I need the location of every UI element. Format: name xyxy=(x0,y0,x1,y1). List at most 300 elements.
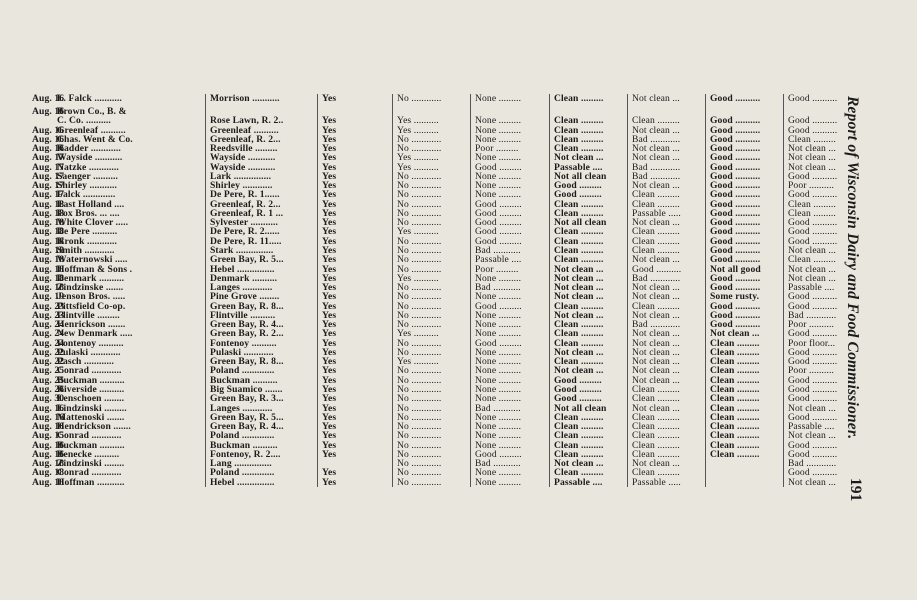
creamery-name-cell: Buckman .......... xyxy=(55,441,206,450)
column-2-cell: No ............ xyxy=(393,404,471,413)
page-number: 191 xyxy=(847,478,864,502)
column-4-cell: Not all clean xyxy=(550,172,628,181)
column-4-cell: Clean ......... xyxy=(550,209,628,218)
column-6-cell: Not all good xyxy=(706,265,784,274)
column-3-cell: Bad ........... xyxy=(471,404,550,413)
column-3-cell: None ......... xyxy=(471,292,550,301)
creamery-name-cell: Conrad ............ xyxy=(55,431,206,440)
location-cell: Big Suamico ....... xyxy=(206,385,318,394)
creamery-name-cell: Benecke .......... xyxy=(55,450,206,459)
creamery-name-cell: Jenson Bros. ..... xyxy=(55,292,206,301)
column-7-cell: Good .......... xyxy=(788,170,838,182)
creamery-name-cell: Saenger .......... xyxy=(55,172,206,181)
column-6-cell: Good .......... xyxy=(706,227,784,236)
column-2-cell: No ............ xyxy=(393,265,471,274)
column-3-cell: None ......... xyxy=(471,468,550,477)
column-1-cell: Yes xyxy=(318,413,393,422)
column-7-cell: Good .......... xyxy=(788,448,838,460)
column-4-cell: Not clean ... xyxy=(550,311,628,320)
column-4-cell: Not clean ... xyxy=(550,292,628,301)
column-4-cell: Clean ......... xyxy=(550,468,628,477)
column-7-cell: Good .......... xyxy=(788,356,838,368)
column-5-cell: Not clean ... xyxy=(628,94,706,107)
column-1-cell: Yes xyxy=(318,366,393,375)
column-4-cell: Not clean ... xyxy=(550,274,628,283)
location-cell: De Pere, R. 11..... xyxy=(206,237,318,246)
column-2-cell: No ............ xyxy=(393,292,471,301)
column-1-cell: Yes xyxy=(318,190,393,199)
location-cell: Greenleaf .......... xyxy=(206,126,318,135)
column-5-cell: Not clean ... xyxy=(628,376,706,385)
column-6-cell: Clean ......... xyxy=(706,366,784,375)
column-1-cell: Yes xyxy=(318,265,393,274)
column-3-cell: Bad ........... xyxy=(471,246,550,255)
column-2-cell: No ............ xyxy=(393,376,471,385)
column-6-cell: Good .......... xyxy=(706,94,784,107)
column-4-cell: Good ......... xyxy=(550,190,628,199)
date-cell: Aug. 16 xyxy=(32,143,65,155)
column-3-cell: Poor ......... xyxy=(471,265,550,274)
column-7-cell: Poor .......... xyxy=(788,319,835,331)
column-4-cell: Clean ......... xyxy=(550,413,628,422)
column-6-cell: Clean ......... xyxy=(706,385,784,394)
column-2-cell: Yes .......... xyxy=(393,153,471,162)
creamery-name-cell: Brown Co., B. & xyxy=(55,107,206,116)
column-2-cell: No ............ xyxy=(393,209,471,218)
column-6-cell: Good .......... xyxy=(706,283,784,292)
column-6-cell: Good .......... xyxy=(706,274,784,283)
creamery-name-cell: Pulaski ............ xyxy=(55,348,206,357)
column-1-cell: Yes xyxy=(318,153,393,162)
date-cell: Aug. 18 xyxy=(32,263,65,275)
column-1-cell: Yes xyxy=(318,320,393,329)
location-cell: Green Bay, R. 3... xyxy=(206,394,318,403)
column-4-cell: Good ......... xyxy=(550,181,628,190)
column-5-cell: Passable ..... xyxy=(628,478,706,487)
location-cell: Greenleaf, R. 1 ... xyxy=(206,209,318,218)
date-cell: Aug. 18 xyxy=(32,198,65,210)
location-cell: Shirley ............ xyxy=(206,181,318,190)
date-cell: Aug. 22 xyxy=(32,356,65,368)
column-6-cell: Good .......... xyxy=(706,246,784,255)
table-row xyxy=(32,450,862,459)
column-1-cell: Yes xyxy=(318,302,393,311)
column-6-cell: Good .......... xyxy=(706,144,784,153)
column-6-cell: Good .......... xyxy=(706,172,784,181)
column-7-cell: Not clean ... xyxy=(788,161,836,173)
column-5-cell: Clean ......... xyxy=(628,385,706,394)
creamery-name-cell: Natzke ............ xyxy=(55,163,206,172)
column-1-cell: Yes xyxy=(318,246,393,255)
creamery-name-cell: Radder ............ xyxy=(55,144,206,153)
date-cell: Aug. 25 xyxy=(32,365,65,377)
location-cell: Lang ............... xyxy=(206,459,318,468)
column-7-cell: Not clean ... xyxy=(788,152,836,164)
column-5-cell: Not clean ... xyxy=(628,339,706,348)
column-5-cell: Not clean ... xyxy=(628,311,706,320)
column-6-cell: Good .......... xyxy=(706,237,784,246)
date-cell: Aug. 17 xyxy=(32,170,65,182)
column-1-cell: Yes xyxy=(318,94,393,107)
column-2-cell: No ............ xyxy=(393,200,471,209)
location-cell: Hebel ............... xyxy=(206,265,318,274)
column-6-cell: Clean ......... xyxy=(706,348,784,357)
column-6-cell: Clean ......... xyxy=(706,431,784,440)
creamery-name-cell: Hoffman ........... xyxy=(55,478,206,487)
column-1-cell: Yes xyxy=(318,116,393,125)
column-3-cell: None ......... xyxy=(471,181,550,190)
column-5-cell: Clean ......... xyxy=(628,237,706,246)
column-3-cell: None ......... xyxy=(471,94,550,107)
column-4-cell: Not all clean xyxy=(550,218,628,227)
column-4-cell: Good ......... xyxy=(550,385,628,394)
location-cell: Poland ............. xyxy=(206,431,318,440)
date-cell: Aug. 18 xyxy=(32,226,65,238)
column-5-cell: Clean ......... xyxy=(628,227,706,236)
column-3-cell: Good ......... xyxy=(471,209,550,218)
column-2-cell: No ............ xyxy=(393,190,471,199)
location-cell: Fontenoy .......... xyxy=(206,339,318,348)
column-5-cell: Bad ............ xyxy=(628,163,706,172)
column-2-cell: No ............ xyxy=(393,181,471,190)
column-3-cell: None ......... xyxy=(471,311,550,320)
column-7-cell: Good .......... xyxy=(788,115,838,127)
column-7-cell: Good .......... xyxy=(788,189,838,201)
column-6-cell: Not clean ... xyxy=(706,329,784,338)
column-1-cell: Yes xyxy=(318,227,393,236)
creamery-name-cell: Greenleaf .......... xyxy=(55,126,206,135)
column-3-cell: None ......... xyxy=(471,116,550,125)
column-7-cell: Not clean ... xyxy=(788,430,836,442)
column-7-cell: Not clean ... xyxy=(788,272,836,284)
column-4-cell: Clean ......... xyxy=(550,339,628,348)
column-4-cell: Clean ......... xyxy=(550,227,628,236)
creamery-name-cell: East Holland .... xyxy=(55,200,206,209)
column-7-cell: Clean ......... xyxy=(788,207,836,219)
column-3-cell: None ......... xyxy=(471,394,550,403)
creamery-name-cell: Waternowski ..... xyxy=(55,255,206,264)
column-5-cell: Clean ......... xyxy=(628,394,706,403)
column-3-cell: Good ......... xyxy=(471,163,550,172)
column-2-cell: No ............ xyxy=(393,366,471,375)
column-2-cell: No ............ xyxy=(393,218,471,227)
column-6-cell: Good .......... xyxy=(706,135,784,144)
location-cell: Poland ............. xyxy=(206,366,318,375)
column-6-cell: Good .......... xyxy=(706,218,784,227)
creamery-name-cell: L. Falck ........... xyxy=(55,94,206,107)
column-4-cell: Not clean ... xyxy=(550,153,628,162)
column-7-cell: Not clean ... xyxy=(788,402,836,414)
column-6-cell: Good .......... xyxy=(706,181,784,190)
column-7-cell: Good .......... xyxy=(788,291,838,303)
date-cell: Aug. 18 xyxy=(32,476,65,488)
column-6-cell: Clean ......... xyxy=(706,450,784,459)
column-7-cell: Good .......... xyxy=(788,383,838,395)
column-7-cell: Good .......... xyxy=(788,226,838,238)
column-5-cell: Clean ......... xyxy=(628,200,706,209)
column-5-cell: Clean ......... xyxy=(628,116,706,125)
column-2-cell: Yes .......... xyxy=(393,126,471,135)
column-5-cell: Not clean ... xyxy=(628,459,706,468)
column-5-cell: Clean ......... xyxy=(628,422,706,431)
date-cell: Aug. 17 xyxy=(32,152,65,164)
location-cell: Langes ............ xyxy=(206,283,318,292)
column-6-cell: Clean ......... xyxy=(706,339,784,348)
column-1-cell: Yes xyxy=(318,441,393,450)
date-cell: Aug. 18 xyxy=(32,458,65,470)
creamery-name-cell: Hendrickson ....... xyxy=(55,422,206,431)
column-2-cell: Yes .......... xyxy=(393,274,471,283)
column-4-cell: Clean ......... xyxy=(550,431,628,440)
column-2-cell: Yes .......... xyxy=(393,227,471,236)
column-2-cell: No ............ xyxy=(393,320,471,329)
location-cell: Reedsville ......... xyxy=(206,144,318,153)
column-3-cell: None ......... xyxy=(471,172,550,181)
column-2-cell: No ............ xyxy=(393,450,471,459)
location-cell: Langes ............ xyxy=(206,404,318,413)
column-4-cell: Clean ......... xyxy=(550,116,628,125)
date-cell: Aug. 18 xyxy=(32,467,65,479)
creamery-name-cell: Falck ............. xyxy=(55,190,206,199)
column-5-cell: Clean ......... xyxy=(628,450,706,459)
column-4-cell: Passable .... xyxy=(550,163,628,172)
location-cell: Wayside ........... xyxy=(206,153,318,162)
column-3-cell: None ......... xyxy=(471,329,550,338)
column-4-cell: Clean ......... xyxy=(550,135,628,144)
column-3-cell: Good ......... xyxy=(471,302,550,311)
column-6-cell xyxy=(706,468,784,477)
date-cell: Aug. 16 xyxy=(32,93,65,104)
column-2-cell: Yes .......... xyxy=(393,116,471,125)
column-5-cell: Clean ......... xyxy=(628,468,706,477)
date-cell: Aug. 16 xyxy=(32,439,65,451)
column-1-cell: Yes xyxy=(318,218,393,227)
column-5-cell: Not clean ... xyxy=(628,144,706,153)
column-1-cell: Yes xyxy=(318,385,393,394)
column-2-cell: No ............ xyxy=(393,339,471,348)
column-7-cell: Poor floor... xyxy=(788,337,836,349)
column-5-cell: Not clean ... xyxy=(628,348,706,357)
column-6-cell: Good .......... xyxy=(706,209,784,218)
column-1-cell: Yes xyxy=(318,135,393,144)
column-4-cell: Not clean ... xyxy=(550,265,628,274)
creamery-name-cell: Kronk ............ xyxy=(55,237,206,246)
column-6-cell: Some rusty. xyxy=(706,292,784,301)
table-row xyxy=(32,459,862,468)
creamery-name-cell: Hoffman & Sons . xyxy=(55,265,206,274)
date-cell: Aug. 17 xyxy=(32,180,65,192)
column-5-cell: Clean ......... xyxy=(628,190,706,199)
column-2-cell: No ............ xyxy=(393,478,471,487)
column-6-cell: Good .......... xyxy=(706,163,784,172)
location-cell: Greenleaf, R. 2... xyxy=(206,200,318,209)
column-7-cell: Poor .......... xyxy=(788,365,835,377)
column-5-cell: Bad ............ xyxy=(628,135,706,144)
creamery-name-cell: Chas. Went & Co. xyxy=(55,135,206,144)
column-3-cell: Good ......... xyxy=(471,450,550,459)
column-4-cell: Clean ......... xyxy=(550,237,628,246)
date-cell: Aug. 16 xyxy=(32,133,65,145)
date-cell: Aug. 16 xyxy=(32,421,65,433)
location-cell: De Pere, R. 2...... xyxy=(206,227,318,236)
location-cell: Pulaski ............ xyxy=(206,348,318,357)
column-2-cell: No ............ xyxy=(393,144,471,153)
column-3-cell: Passable .... xyxy=(471,255,550,264)
table-row xyxy=(32,478,862,487)
column-6-cell: Good .......... xyxy=(706,320,784,329)
column-5-cell: Passable ..... xyxy=(628,209,706,218)
column-3-cell: None ......... xyxy=(471,376,550,385)
location-cell: De Pere, R. 1...... xyxy=(206,190,318,199)
creamery-name-cell: Denmark .......... xyxy=(55,274,206,283)
column-7-cell: Good .......... xyxy=(788,93,838,104)
creamery-name-cell: Lenschoen ........ xyxy=(55,394,206,403)
column-2-cell: No ............ xyxy=(393,246,471,255)
column-1-cell: Yes xyxy=(318,209,393,218)
location-cell: Pine Grove ........ xyxy=(206,292,318,301)
column-1-cell: Yes xyxy=(318,357,393,366)
date-cell: Aug. 16 xyxy=(32,448,65,460)
column-3-cell: None ......... xyxy=(471,126,550,135)
location-cell: Green Bay, R. 8... xyxy=(206,302,318,311)
date-cell: Aug. 18 xyxy=(32,217,65,229)
column-1-cell: Yes xyxy=(318,181,393,190)
location-cell: Green Bay, R. 5... xyxy=(206,255,318,264)
column-4-cell: Not clean ... xyxy=(550,366,628,375)
table-row xyxy=(32,94,862,107)
column-7-cell: Bad ............ xyxy=(788,458,837,470)
column-1-cell: Yes xyxy=(318,478,393,487)
date-cell: Aug. 24 xyxy=(32,337,65,349)
date-cell: Aug. 16 xyxy=(32,402,65,414)
column-1-cell: Yes xyxy=(318,329,393,338)
column-3-cell: Good ......... xyxy=(471,227,550,236)
column-6-cell: Clean ......... xyxy=(706,376,784,385)
column-1-cell: Yes xyxy=(318,200,393,209)
column-6-cell: Good .......... xyxy=(706,153,784,162)
creamery-name-cell: Fontenoy .......... xyxy=(55,339,206,348)
column-1-cell: Yes xyxy=(318,394,393,403)
column-3-cell: None ......... xyxy=(471,348,550,357)
creamery-name-cell: De Pere .......... xyxy=(55,227,206,236)
location-cell: Green Bay, R. 2... xyxy=(206,329,318,338)
column-7-cell: Good .......... xyxy=(788,374,838,386)
date-cell: Aug. 18 xyxy=(32,244,65,256)
column-6-cell: Good .......... xyxy=(706,255,784,264)
column-7-cell: Clean ......... xyxy=(788,133,836,145)
date-cell: Aug. 18 xyxy=(32,207,65,219)
column-2-cell: No ............ xyxy=(393,413,471,422)
table-row xyxy=(32,468,862,477)
column-5-cell: Not clean ... xyxy=(628,181,706,190)
column-4-cell: Clean ......... xyxy=(550,126,628,135)
column-4-cell: Good ......... xyxy=(550,376,628,385)
column-3-cell: Good ......... xyxy=(471,339,550,348)
column-6-cell: Clean ......... xyxy=(706,394,784,403)
date-cell: Aug. 17 xyxy=(32,189,65,201)
column-4-cell: Good ......... xyxy=(550,394,628,403)
column-2-cell: No ............ xyxy=(393,468,471,477)
column-6-cell: Good .......... xyxy=(706,302,784,311)
creamery-name-cell: Conrad ............ xyxy=(55,366,206,375)
location-cell: Buckman .......... xyxy=(206,376,318,385)
column-6-cell: Clean ......... xyxy=(706,413,784,422)
column-1-cell: Yes xyxy=(318,311,393,320)
column-3-cell: Bad ........... xyxy=(471,283,550,292)
column-7-cell: Good .......... xyxy=(788,439,838,451)
column-2-cell: No ............ xyxy=(393,394,471,403)
creamery-name-cell: Zindzinski ........ xyxy=(55,459,206,468)
column-5-cell: Clean ......... xyxy=(628,441,706,450)
column-3-cell: None ......... xyxy=(471,135,550,144)
column-1-cell: Yes xyxy=(318,144,393,153)
column-2-cell: No ............ xyxy=(393,348,471,357)
date-cell: Aug. 18 xyxy=(32,272,65,284)
column-5-cell: Bad ............ xyxy=(628,274,706,283)
column-3-cell: None ......... xyxy=(471,274,550,283)
column-2-cell: No ............ xyxy=(393,311,471,320)
column-5-cell: Bad ............ xyxy=(628,172,706,181)
column-7-cell: Good .......... xyxy=(788,300,838,312)
location-cell: Lark ............... xyxy=(206,172,318,181)
column-2-cell: No ............ xyxy=(393,431,471,440)
location-cell: Morrison ........... xyxy=(206,94,318,107)
date-cell: Aug. 22 xyxy=(32,346,65,358)
column-1-cell: Yes xyxy=(318,422,393,431)
column-3-cell: None ......... xyxy=(471,431,550,440)
creamery-name-cell: Zindzinske ....... xyxy=(55,283,206,292)
creamery-name-cell: Mattenoski ....... xyxy=(55,413,206,422)
column-5-cell: Not clean ... xyxy=(628,255,706,264)
date-cell: Aug. 30 xyxy=(32,393,65,405)
column-7-cell: Not clean ... xyxy=(788,476,836,488)
location-cell: Denmark .......... xyxy=(206,274,318,283)
column-4-cell: Clean ......... xyxy=(550,94,628,107)
column-1-cell: Yes xyxy=(318,450,393,459)
column-4-cell: Clean ......... xyxy=(550,357,628,366)
creamery-name-cell: White Clover ..... xyxy=(55,218,206,227)
column-2-cell: No ............ xyxy=(393,385,471,394)
date-cell: Aug. 18 xyxy=(32,282,65,294)
inspection-table xyxy=(32,94,862,487)
column-7-cell: Passable .... xyxy=(788,282,835,294)
creamery-name-cell: C. Co. .......... xyxy=(55,116,206,125)
location-cell: Stark ............... xyxy=(206,246,318,255)
column-4-cell: Clean ......... xyxy=(550,144,628,153)
column-4-cell: Clean ......... xyxy=(550,302,628,311)
column-3-cell: None ......... xyxy=(471,190,550,199)
column-1-cell: Yes xyxy=(318,339,393,348)
creamery-name-cell: Pasch ............ xyxy=(55,357,206,366)
column-7-cell: Good .......... xyxy=(788,393,838,405)
column-1-cell: Yes xyxy=(318,283,393,292)
column-2-cell: No ............ xyxy=(393,94,471,107)
column-7-cell: Good .......... xyxy=(788,467,838,479)
column-3-cell: Good ......... xyxy=(471,200,550,209)
column-3-cell: Good ......... xyxy=(471,218,550,227)
location-cell: Buckman .......... xyxy=(206,441,318,450)
column-5-cell: Not clean ... xyxy=(628,153,706,162)
date-cell: Aug. 16 xyxy=(32,106,65,117)
date-cell: Aug. 26 xyxy=(32,383,65,395)
column-3-cell: None ......... xyxy=(471,320,550,329)
column-3-cell: None ......... xyxy=(471,153,550,162)
creamery-name-cell: Henrickson ....... xyxy=(55,320,206,329)
column-4-cell: Clean ......... xyxy=(550,255,628,264)
column-3-cell: Good ......... xyxy=(471,237,550,246)
column-5-cell: Not clean ... xyxy=(628,283,706,292)
column-7-cell: Passable .... xyxy=(788,421,835,433)
